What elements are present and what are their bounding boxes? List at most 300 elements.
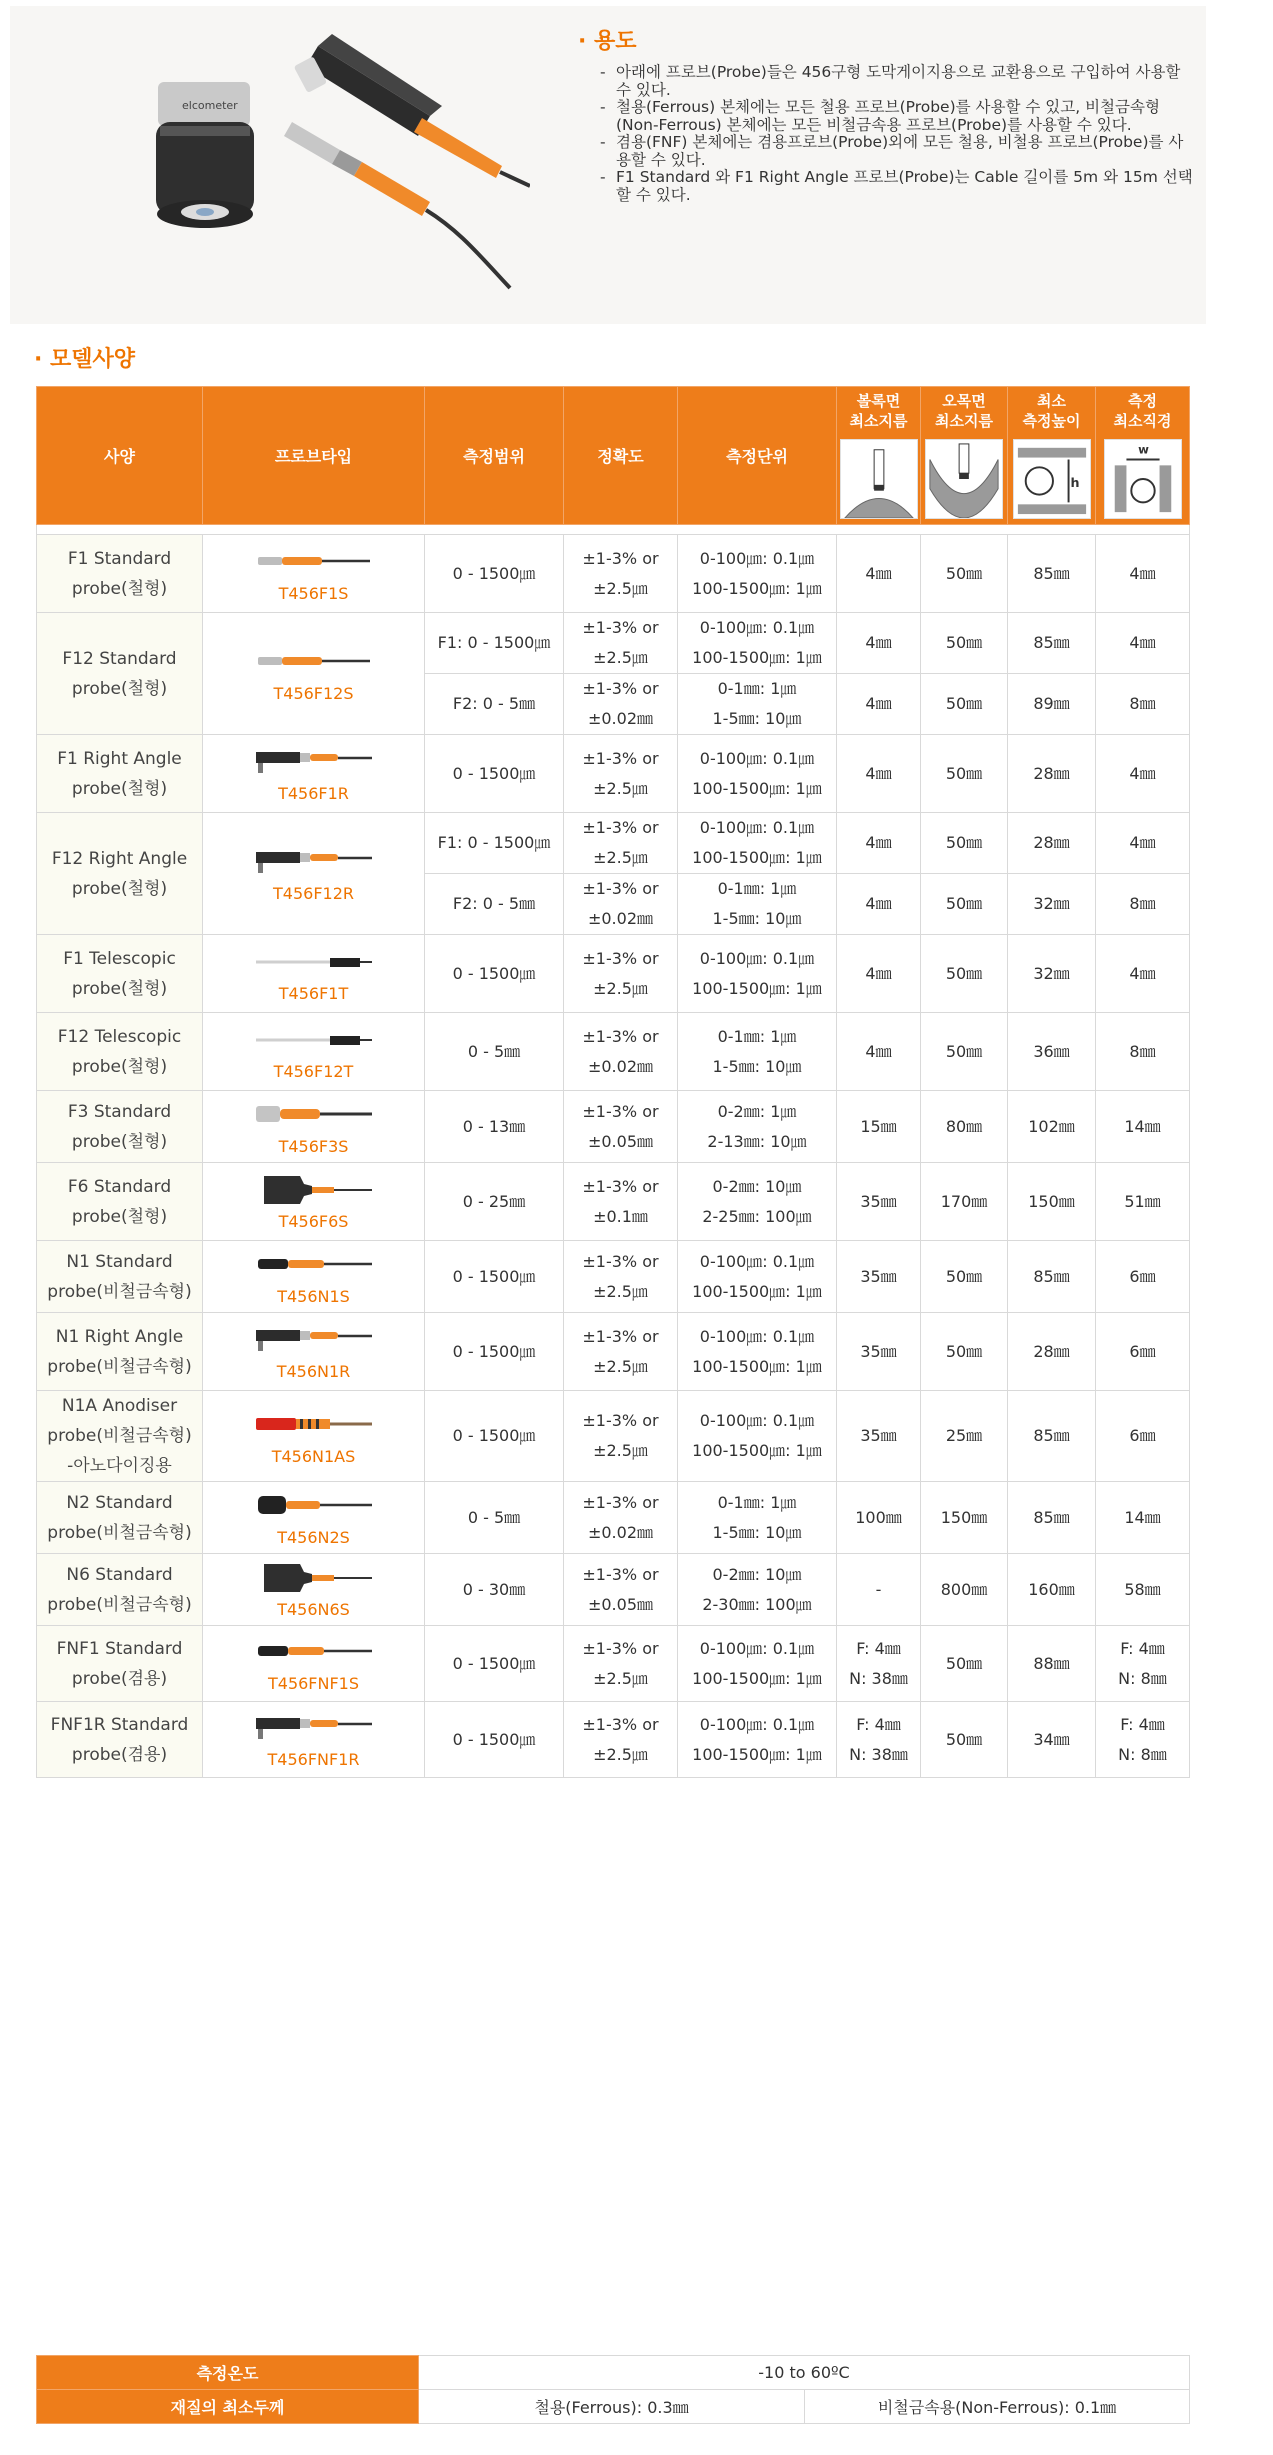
cell-line: ±0.05㎜ <box>587 1131 654 1151</box>
spec-min-height: 160㎜ <box>1008 1554 1096 1626</box>
spec-concave-diameter: 50㎜ <box>921 1013 1008 1091</box>
probe-model-code: T456FNF1S <box>267 1674 360 1693</box>
min-diameter-icon <box>1104 439 1182 519</box>
spec-concave-diameter: 50㎜ <box>921 674 1008 735</box>
probe-spec-name <box>37 935 203 1013</box>
cell-line: F: 4㎜ <box>1120 1714 1165 1734</box>
spec-concave-diameter: 50㎜ <box>921 1241 1008 1313</box>
probe-model-code: T456F6S <box>278 1212 349 1231</box>
probe-type-cell <box>203 535 425 613</box>
cell-line: ±1-3% or <box>582 1492 659 1512</box>
probe-spec-name <box>37 1013 203 1091</box>
spec-accuracy <box>564 674 678 735</box>
cell-line: ±2.5㎛ <box>593 1356 648 1376</box>
cell-line: 2-30㎜: 100㎛ <box>702 1594 812 1614</box>
cell-line: F: 4㎜ <box>1120 1638 1165 1658</box>
header-diameter-label: 측정 최소직경 <box>1113 392 1172 430</box>
spec-name-line: N6 Standard <box>66 1564 173 1585</box>
spec-range: 0 - 5㎜ <box>425 1013 564 1091</box>
min-thickness-row <box>37 2390 1190 2424</box>
spec-unit <box>678 674 837 735</box>
spec-min-diameter: 4㎜ <box>1096 935 1190 1013</box>
cell-line: ±0.05㎜ <box>587 1594 654 1614</box>
spec-name-line: F3 Standard <box>67 1101 172 1122</box>
cell-line: ±1-3% or <box>582 818 659 837</box>
spec-name-line: probe(철형) <box>71 978 168 999</box>
spec-min-height: 150㎜ <box>1008 1163 1096 1241</box>
spec-unit <box>678 613 837 674</box>
spec-unit <box>678 874 837 935</box>
probe-spec-name <box>37 1482 203 1554</box>
spec-name-line: -아노다이징용 <box>67 1456 172 1476</box>
spec-name-line: F1 Standard <box>67 548 172 569</box>
cell-line: ±2.5㎛ <box>593 578 648 598</box>
probe-model-code: T456N2S <box>277 1528 350 1547</box>
cell-line: 100-1500㎛: 1㎛ <box>692 1441 822 1460</box>
spec-accuracy <box>564 1313 678 1391</box>
spec-min-height: 85㎜ <box>1008 1482 1096 1554</box>
spec-unit <box>678 1702 837 1778</box>
probe-row <box>37 1482 1190 1554</box>
probe-model-code: T456N1S <box>277 1287 350 1306</box>
spec-name-line: N1 Right Angle <box>55 1326 184 1347</box>
spec-name-line: probe(철형) <box>71 778 168 799</box>
header-accuracy: 정확도 <box>564 387 678 525</box>
spec-convex-diameter: 4㎜ <box>837 613 921 674</box>
spec-min-diameter: 6㎜ <box>1096 1313 1190 1391</box>
probe-thumbnail <box>254 1097 374 1131</box>
spec-accuracy <box>564 1163 678 1241</box>
spec-name-line: probe(겸용) <box>71 1668 168 1689</box>
probe-model-code: T456N1R <box>276 1362 351 1381</box>
probe-row <box>37 1391 1190 1482</box>
spec-min-diameter <box>1096 1702 1190 1778</box>
probe-spec-name <box>37 1241 203 1313</box>
spec-name-line: F1 Telescopic <box>63 948 176 969</box>
spec-min-diameter: 14㎜ <box>1096 1482 1190 1554</box>
cell-line: 100-1500㎛: 1㎛ <box>692 578 822 598</box>
cell-line: ±1-3% or <box>582 948 659 968</box>
header-height-label: 최소 측정높이 <box>1022 392 1081 430</box>
spec-convex-diameter: 15㎜ <box>837 1091 921 1163</box>
probe-model-code: T456FNF1R <box>267 1750 360 1769</box>
spec-range: 0 - 1500㎛ <box>425 1626 564 1702</box>
spec-min-height: 28㎜ <box>1008 735 1096 813</box>
cell-line: 100-1500㎛: 1㎛ <box>692 648 822 667</box>
spec-concave-diameter: 150㎜ <box>921 1482 1008 1554</box>
cell-line: 0-100㎛: 0.1㎛ <box>699 818 815 837</box>
header-concave <box>921 387 1008 525</box>
spec-unit <box>678 735 837 813</box>
spec-name-line: FNF1 Standard <box>56 1638 183 1659</box>
probe-thumbnail <box>254 1322 374 1356</box>
cell-line: ±2.5㎛ <box>593 848 648 867</box>
probe-spec-name <box>37 1391 203 1482</box>
cell-line: ±1-3% or <box>582 1714 659 1734</box>
probe-spec-name <box>37 735 203 813</box>
spec-convex-diameter <box>837 1626 921 1702</box>
min-height-icon <box>1013 439 1091 519</box>
probe-spec-name <box>37 1626 203 1702</box>
cell-line: ±1-3% or <box>582 748 659 768</box>
spec-accuracy <box>564 613 678 674</box>
cell-line: N: 8㎜ <box>1118 1744 1167 1764</box>
header-concave-label: 오목면 최소지름 <box>935 392 993 430</box>
spec-range: F1: 0 - 1500㎛ <box>425 613 564 674</box>
spec-unit <box>678 1626 837 1702</box>
spec-concave-diameter: 50㎜ <box>921 935 1008 1013</box>
spec-range: 0 - 5㎜ <box>425 1482 564 1554</box>
cell-line: N: 38㎜ <box>849 1668 908 1688</box>
probe-type-cell <box>203 1554 425 1626</box>
spec-name-line: F12 Standard <box>62 648 177 669</box>
cell-line: 1-5㎜: 10㎛ <box>712 1056 802 1076</box>
cell-line: ±1-3% or <box>582 1638 659 1658</box>
probe-thumbnail <box>254 1247 374 1281</box>
spec-range: 0 - 1500㎛ <box>425 1241 564 1313</box>
spec-concave-diameter: 50㎜ <box>921 1626 1008 1702</box>
cell-line: ±2.5㎛ <box>593 1441 648 1460</box>
probe-row <box>37 935 1190 1013</box>
probe-model-code: T456N1AS <box>271 1446 356 1466</box>
spec-range: 0 - 13㎜ <box>425 1091 564 1163</box>
spec-unit <box>678 1482 837 1554</box>
probe-type-cell <box>203 1241 425 1313</box>
cell-line: 0-100㎛: 0.1㎛ <box>699 1714 815 1734</box>
probe-type-cell <box>203 1091 425 1163</box>
spec-name-line: probe(철형) <box>71 578 168 599</box>
spec-name-line: F1 Right Angle <box>57 748 182 769</box>
probe-spec-table <box>36 386 1190 1778</box>
svg-text:w: w <box>1137 442 1149 457</box>
spec-unit <box>678 1013 837 1091</box>
spec-convex-diameter: 100㎜ <box>837 1482 921 1554</box>
probe-thumbnail <box>254 1407 374 1441</box>
probe-type-cell <box>203 1013 425 1091</box>
probe-row <box>37 1702 1190 1778</box>
spec-min-height: 28㎜ <box>1008 813 1096 874</box>
probe-thumbnail <box>254 1172 374 1206</box>
cell-line: ±2.5㎛ <box>593 978 648 998</box>
cell-line: 0-2㎜: 1㎛ <box>717 1101 797 1121</box>
usage-item: - F1 Standard 와 F1 Right Angle 프로브(Probe)는 Cable 길이를 5m 와 15m 선택할 수 있다. <box>598 169 1194 204</box>
header-convex-label: 볼록면 최소지름 <box>849 392 908 430</box>
spec-min-diameter: 4㎜ <box>1096 535 1190 613</box>
cell-line: F: 4㎜ <box>856 1714 901 1734</box>
min-thickness-ferrous: 철용(Ferrous): 0.3㎜ <box>419 2390 805 2424</box>
spec-name-line: N1 Standard <box>66 1251 173 1272</box>
spec-concave-diameter: 170㎜ <box>921 1163 1008 1241</box>
probe-thumbnail <box>254 744 374 778</box>
spec-range: F2: 0 - 5㎜ <box>425 874 564 935</box>
spec-range: 0 - 1500㎛ <box>425 535 564 613</box>
spec-section-title: · 모델사양 <box>34 347 136 372</box>
spec-name-line: probe(비철금속형) <box>47 1522 192 1543</box>
probe-spec-name <box>37 1163 203 1241</box>
spec-min-diameter: 4㎜ <box>1096 613 1190 674</box>
temperature-row <box>37 2356 1190 2390</box>
spec-accuracy <box>564 1091 678 1163</box>
probe-type-cell <box>203 813 425 935</box>
spec-min-diameter: 8㎜ <box>1096 874 1190 935</box>
probe-thumbnail <box>254 1710 374 1744</box>
probe-row <box>37 735 1190 813</box>
probe-type-cell <box>203 1626 425 1702</box>
spec-name-line: F12 Telescopic <box>57 1026 182 1047</box>
svg-text:h: h <box>1070 474 1080 490</box>
spec-concave-diameter: 50㎜ <box>921 535 1008 613</box>
cell-line: N: 38㎜ <box>849 1744 908 1764</box>
spec-range: 0 - 30㎜ <box>425 1554 564 1626</box>
spec-min-height: 32㎜ <box>1008 874 1096 935</box>
usage-item: - 철용(Ferrous) 본체에는 모든 철용 프로브(Probe)를 사용할 수 있고, 비철금속형(Non-Ferrous) 본체에는 모든 비철금속용 프로브(Probe)를 사용할 수 있다. <box>598 99 1194 134</box>
header-range: 측정범위 <box>425 387 564 525</box>
spec-convex-diameter: 35㎜ <box>837 1391 921 1482</box>
probe-thumbnail <box>254 1560 374 1594</box>
probe-row <box>37 813 1190 874</box>
spec-unit <box>678 1091 837 1163</box>
probe-thumbnail <box>254 944 374 978</box>
spec-accuracy <box>564 535 678 613</box>
spec-min-height: 89㎜ <box>1008 674 1096 735</box>
spec-min-height: 32㎜ <box>1008 935 1096 1013</box>
usage-item: - 겸용(FNF) 본체에는 겸용프로브(Probe)외에 모든 철용, 비철용 프로브(Probe)를 사용할 수 있다. <box>598 134 1194 169</box>
spec-range: F2: 0 - 5㎜ <box>425 674 564 735</box>
cell-line: 100-1500㎛: 1㎛ <box>692 778 822 798</box>
spec-convex-diameter: 4㎜ <box>837 935 921 1013</box>
conditions-table <box>36 2355 1190 2424</box>
cell-line: ±0.02㎜ <box>587 1522 654 1542</box>
probe-model-code: T456N6S <box>277 1600 350 1619</box>
header-unit: 측정단위 <box>678 387 837 525</box>
cell-line: ±0.1㎜ <box>593 1206 648 1226</box>
spec-convex-diameter: 35㎜ <box>837 1241 921 1313</box>
cell-line: 0-1㎜: 1㎛ <box>717 679 797 698</box>
spec-concave-diameter: 50㎜ <box>921 813 1008 874</box>
cell-line: 0-100㎛: 0.1㎛ <box>699 1411 815 1430</box>
cell-line: 100-1500㎛: 1㎛ <box>692 848 822 867</box>
probe-model-code: T456F1T <box>278 984 349 1003</box>
spec-name-line: N1A Anodiser <box>61 1396 178 1416</box>
cell-line: ±2.5㎛ <box>593 1668 648 1688</box>
probe-model-code: T456F12S <box>273 684 354 703</box>
cell-line: ±0.02㎜ <box>587 709 654 728</box>
spec-concave-diameter: 50㎜ <box>921 735 1008 813</box>
spec-accuracy <box>564 1241 678 1313</box>
spec-name-line: probe(철형) <box>71 1206 168 1227</box>
spec-name-line: N2 Standard <box>66 1492 173 1513</box>
cell-line: 0-100㎛: 0.1㎛ <box>699 748 815 768</box>
spec-unit <box>678 1313 837 1391</box>
probe-type-cell <box>203 735 425 813</box>
convex-surface-icon <box>840 439 918 519</box>
spec-min-height: 28㎜ <box>1008 1313 1096 1391</box>
spec-accuracy <box>564 1702 678 1778</box>
probe-row <box>37 1241 1190 1313</box>
cell-line: ±2.5㎛ <box>593 648 648 667</box>
spec-min-height: 85㎜ <box>1008 613 1096 674</box>
probe-thumbnail <box>254 844 374 878</box>
header-probe-type: 프로브타입 <box>203 387 425 525</box>
probe-product-photo <box>70 26 530 306</box>
spec-name-line: probe(철형) <box>71 878 168 899</box>
probe-type-cell <box>203 935 425 1013</box>
spec-concave-diameter: 50㎜ <box>921 1702 1008 1778</box>
cell-line: 100-1500㎛: 1㎛ <box>692 978 822 998</box>
spec-unit <box>678 1391 837 1482</box>
spec-min-diameter: 51㎜ <box>1096 1163 1190 1241</box>
angle-probe-photo <box>294 34 530 186</box>
spec-name-line: F6 Standard <box>67 1176 172 1197</box>
spec-name-line: probe(비철금속형) <box>47 1281 192 1302</box>
spec-convex-diameter: 4㎜ <box>837 535 921 613</box>
cell-line: 0-100㎛: 0.1㎛ <box>699 1638 815 1658</box>
spec-concave-diameter: 80㎜ <box>921 1091 1008 1163</box>
cell-line: ±1-3% or <box>582 1411 659 1430</box>
spec-accuracy <box>564 1554 678 1626</box>
spec-unit <box>678 1241 837 1313</box>
probe-spec-name <box>37 1091 203 1163</box>
probe-row <box>37 1013 1190 1091</box>
cell-line: ±1-3% or <box>582 679 659 698</box>
probe-spec-name <box>37 613 203 735</box>
spec-min-height: 34㎜ <box>1008 1702 1096 1778</box>
probe-row <box>37 1163 1190 1241</box>
spec-name-line: probe(철형) <box>71 1056 168 1077</box>
temperature-label: 측정온도 <box>37 2356 419 2390</box>
probe-spec-name <box>37 1554 203 1626</box>
spec-unit <box>678 1554 837 1626</box>
cell-line: ±0.02㎜ <box>587 909 654 928</box>
header-spec: 사양 <box>37 387 203 525</box>
spec-accuracy <box>564 935 678 1013</box>
cell-line: ±1-3% or <box>582 879 659 898</box>
probe-row <box>37 535 1190 613</box>
spec-min-height: 102㎜ <box>1008 1091 1096 1163</box>
spec-range: 0 - 1500㎛ <box>425 1391 564 1482</box>
cell-line: 1-5㎜: 10㎛ <box>712 909 802 928</box>
spec-convex-diameter: 4㎜ <box>837 874 921 935</box>
spec-convex-diameter: 35㎜ <box>837 1313 921 1391</box>
spec-unit <box>678 935 837 1013</box>
cell-line: 100-1500㎛: 1㎛ <box>692 1281 822 1301</box>
spec-unit <box>678 813 837 874</box>
usage-panel <box>10 6 1206 324</box>
spec-range: 0 - 1500㎛ <box>425 1313 564 1391</box>
cell-line: N: 8㎜ <box>1118 1668 1167 1688</box>
cell-line: ±1-3% or <box>582 1101 659 1121</box>
cell-line: ±1-3% or <box>582 1326 659 1346</box>
cell-line: ±1-3% or <box>582 1564 659 1584</box>
spec-accuracy <box>564 874 678 935</box>
spec-accuracy <box>564 1391 678 1482</box>
spacer-row <box>37 525 1190 535</box>
cell-line: ±1-3% or <box>582 1251 659 1271</box>
spec-convex-diameter <box>837 1702 921 1778</box>
spec-concave-diameter: 800㎜ <box>921 1554 1008 1626</box>
min-thickness-nonferrous: 비철금속용(Non-Ferrous): 0.1㎜ <box>805 2390 1190 2424</box>
spec-concave-diameter: 50㎜ <box>921 874 1008 935</box>
probe-row <box>37 1091 1190 1163</box>
cell-line: 0-100㎛: 0.1㎛ <box>699 1326 815 1346</box>
header-diameter <box>1096 387 1190 525</box>
probe-type-cell <box>203 1702 425 1778</box>
probe-model-code: T456F1R <box>278 784 349 803</box>
cell-line: ±2.5㎛ <box>593 1281 648 1301</box>
header-height <box>1008 387 1096 525</box>
spec-header-row <box>37 387 1190 525</box>
spec-min-diameter: 6㎜ <box>1096 1241 1190 1313</box>
spec-concave-diameter: 25㎜ <box>921 1391 1008 1482</box>
cell-line: 0-100㎛: 0.1㎛ <box>699 1251 815 1271</box>
cell-line: 1-5㎜: 10㎛ <box>712 709 802 728</box>
cell-line: 0-100㎛: 0.1㎛ <box>699 618 815 637</box>
spec-name-line: F12 Right Angle <box>51 848 188 869</box>
cell-line: ±2.5㎛ <box>593 778 648 798</box>
spec-min-diameter: 4㎜ <box>1096 813 1190 874</box>
probe-type-cell <box>203 613 425 735</box>
spec-concave-diameter: 50㎜ <box>921 1313 1008 1391</box>
probe-type-cell <box>203 1313 425 1391</box>
spec-min-height: 85㎜ <box>1008 1391 1096 1482</box>
usage-item: - 아래에 프로브(Probe)들은 456구형 도막게이지용으로 교환용으로 구입하여 사용할 수 있다. <box>598 64 1194 99</box>
probe-row <box>37 613 1190 674</box>
header-convex <box>837 387 921 525</box>
probe-thumbnail <box>254 544 374 578</box>
spec-min-diameter: 58㎜ <box>1096 1554 1190 1626</box>
usage-list <box>598 64 1194 204</box>
cell-line: ±1-3% or <box>582 1176 659 1196</box>
spec-name-line: probe(비철금속형) <box>47 1356 192 1377</box>
cell-line: 0-2㎜: 10㎛ <box>712 1176 802 1196</box>
probe-spec-name <box>37 1702 203 1778</box>
cell-line: ±1-3% or <box>582 618 659 637</box>
bell-probe-photo <box>156 82 254 228</box>
cell-line: 0-100㎛: 0.1㎛ <box>699 548 815 568</box>
probe-row <box>37 1554 1190 1626</box>
probe-thumbnail <box>254 1488 374 1522</box>
pen-probe-photo <box>284 122 510 288</box>
spec-min-diameter: 14㎜ <box>1096 1091 1190 1163</box>
cell-line: 100-1500㎛: 1㎛ <box>692 1744 822 1764</box>
probe-spec-name <box>37 535 203 613</box>
spec-name-line: probe(비철금속형) <box>47 1426 192 1446</box>
cell-line: 2-13㎜: 10㎛ <box>707 1131 807 1151</box>
probe-thumbnail <box>254 1022 374 1056</box>
usage-title: · 용도 <box>578 29 637 54</box>
spec-convex-diameter: - <box>837 1554 921 1626</box>
probe-spec-name <box>37 813 203 935</box>
probe-model-code: T456F12R <box>273 884 354 903</box>
probe-model-code: T456F12T <box>273 1062 354 1081</box>
spec-range: 0 - 25㎜ <box>425 1163 564 1241</box>
spec-range: 0 - 1500㎛ <box>425 935 564 1013</box>
spec-min-height: 85㎜ <box>1008 535 1096 613</box>
probe-model-code: T456F1S <box>278 584 349 603</box>
cell-line: ±1-3% or <box>582 548 659 568</box>
cell-line: 0-100㎛: 0.1㎛ <box>699 948 815 968</box>
spec-table-body <box>37 525 1190 1778</box>
spec-accuracy <box>564 1013 678 1091</box>
probe-type-cell <box>203 1482 425 1554</box>
spec-unit <box>678 535 837 613</box>
spec-name-line: probe(철형) <box>71 1131 168 1152</box>
spec-convex-diameter: 4㎜ <box>837 1013 921 1091</box>
spec-name-line: probe(겸용) <box>71 1744 168 1765</box>
spec-accuracy <box>564 813 678 874</box>
concave-surface-icon <box>925 439 1003 519</box>
probe-row <box>37 1313 1190 1391</box>
